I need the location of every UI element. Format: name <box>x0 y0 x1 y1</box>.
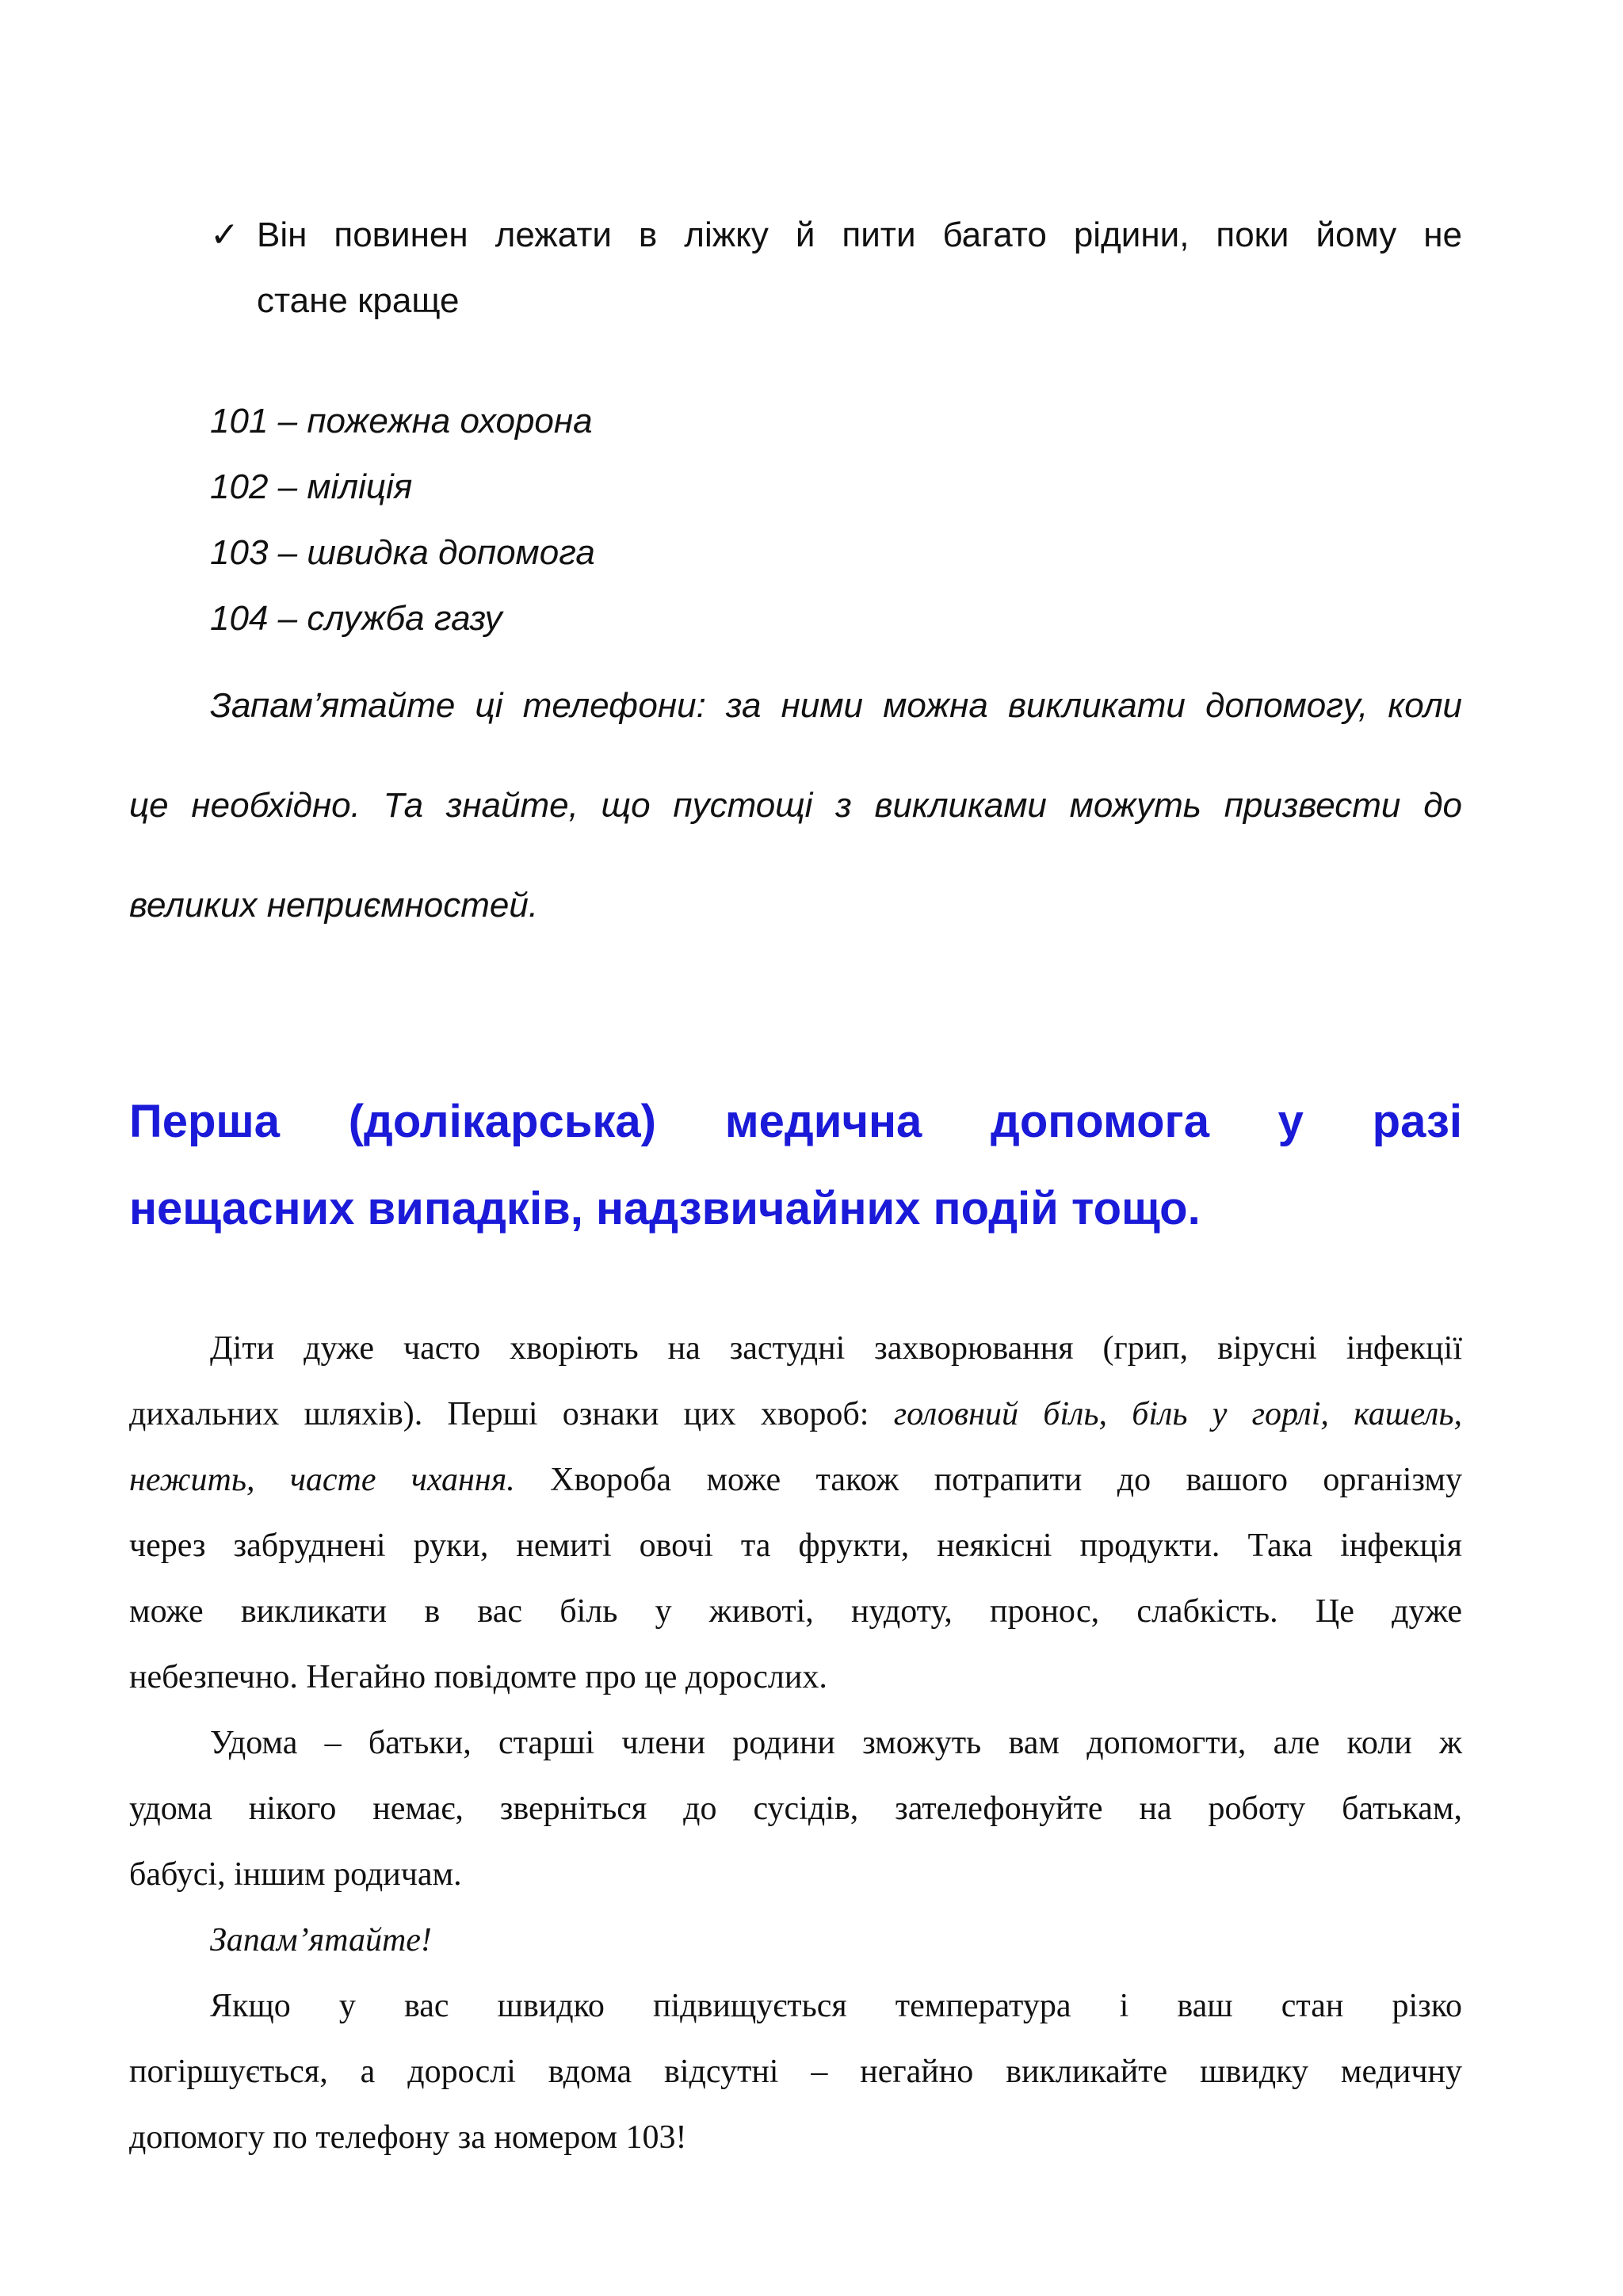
checklist-line-2: стане краще <box>257 281 460 320</box>
para3-line-1: Якщо у вас швидко підвищується температура і ваш стан різко <box>210 1988 1462 2024</box>
note-line-2: це необхідно. Та знайте, що пустощі з викликами можуть призвести до <box>129 786 1462 825</box>
para2-line-2: удома нікого немає, зверніться до сусідів, зателефонуйте на роботу батькам, <box>129 1791 1462 1827</box>
phone-ambulance: 103 – швидка допомога <box>210 533 595 572</box>
para3-line-2: погіршується, а дорослі вдома відсутні – негайно викликайте швидку медичну <box>129 2054 1462 2090</box>
para1-line-5: може викликати в вас біль у животі, нудоту, пронос, слабкість. Це дуже <box>129 1593 1462 1630</box>
phone-police: 102 – міліція <box>210 467 413 506</box>
para2-line-1: Удома – батьки, старші члени родини зможуть вам допомогти, але коли ж <box>210 1725 1462 1761</box>
para1-line-2-text: дихальних шляхів). Перші ознаки цих хвороб: <box>129 1396 894 1432</box>
para1-line-6: небезпечно. Негайно повідомте про це дорослих. <box>129 1659 827 1695</box>
note-line-1: Запам’ятайте ці телефони: за ними можна викликати допомогу, коли <box>210 686 1462 725</box>
para1-line-3-text: Хвороба може також потрапити до вашого організму <box>514 1462 1462 1498</box>
para1-symptoms-italic: головний біль, біль у горлі, кашель, <box>893 1396 1462 1432</box>
remember-label: Запам’ятайте! <box>210 1922 432 1958</box>
para1-line-1: Діти дуже часто хворіють на застудні захворювання (грип, вірусні інфекції <box>210 1330 1462 1367</box>
para2-line-3: бабусі, іншим родичам. <box>129 1856 462 1893</box>
phone-fire: 101 – пожежна охорона <box>210 402 593 441</box>
note-line-3: великих неприємностей. <box>129 886 539 925</box>
section-heading-line-1: Перша (долікарська) медична допомога у разі <box>129 1096 1462 1147</box>
para1-line-4: через забруднені руки, немиті овочі та фрукти, неякісні продукти. Така інфекція <box>129 1527 1462 1564</box>
checkmark-icon: ✓ <box>210 215 239 254</box>
para1-line-2 <box>129 1395 1462 1433</box>
para1-line-3 <box>129 1461 1462 1499</box>
checklist-line-1: Він повинен лежати в ліжку й пити багато рідини, поки йому не <box>257 215 1462 254</box>
para3-line-3: допомогу по телефону за номером 103! <box>129 2119 687 2156</box>
phone-gas: 104 – служба газу <box>210 599 502 638</box>
para1-symptoms-italic-2: нежить, часте чхання. <box>129 1462 515 1498</box>
section-heading-line-2: нещасних випадків, надзвичайних подій тощо. <box>129 1183 1201 1234</box>
